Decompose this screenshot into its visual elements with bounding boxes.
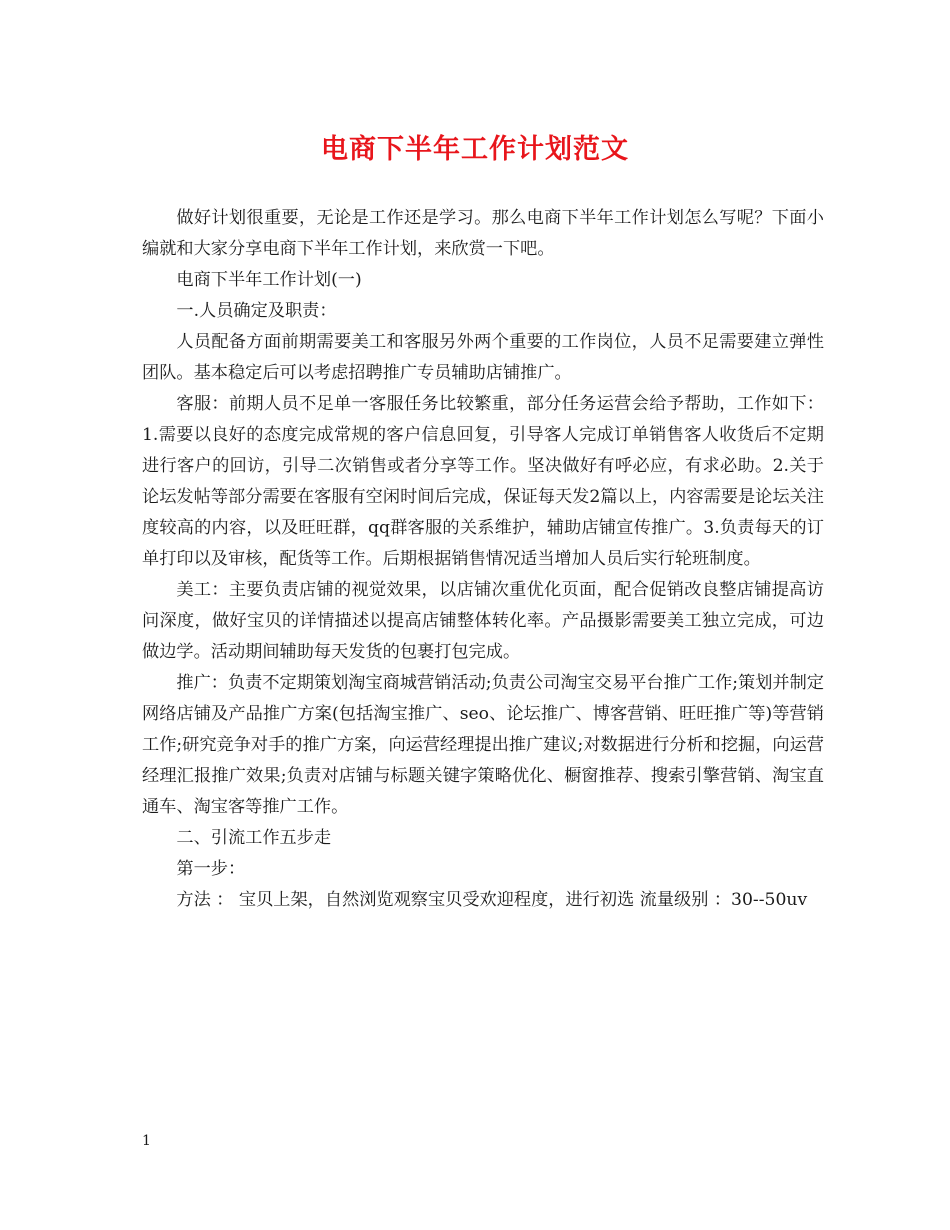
document-body	[142, 203, 824, 916]
paragraph-designer: 美工：主要负责店铺的视觉效果，以店铺次重优化页面，配合促销改良整店铺提高访问深度，做好宝贝的详情描述以提高店铺整体转化率。产品摄影需要美工独立完成，可边做边学。活动期间辅助每天发货的包裹打包完成。	[142, 580, 824, 662]
document-title: 电商下半年工作计划范文	[321, 134, 629, 165]
paragraph-customer-service: 客服：前期人员不足单一客服任务比较繁重，部分任务运营会给予帮助，工作如下：1.需要以良好的态度完成常规的客户信息回复，引导客人完成订单销售客人收货后不定期进行客户的回访，引导二次销售或者分享等工作。坚决做好有呼必应，有求必助。2.关于论坛发帖等部分需要在客服有空闲时间后完成，保证每天发2篇以上，内容需要是论坛关注度较高的内容，以及旺旺群，qq群客服的关系维护，辅助店铺宣传推广。3.负责每天的订单打印以及审核，配货等工作。后期根据销售情况适当增加人员后实行轮班制度。	[142, 394, 824, 569]
section-heading-traffic: 二、引流工作五步走	[176, 828, 332, 848]
paragraph-staffing: 人员配备方面前期需要美工和客服另外两个重要的工作岗位，人员不足需要建立弹性团队。基本稳定后可以考虑招聘推广专员辅助店铺推广。	[142, 332, 824, 383]
page-number: 1	[142, 1133, 151, 1149]
paragraph-method: 方法 ： 宝贝上架，自然浏览观察宝贝受欢迎程度，进行初选 流量级别 ：30--50uv	[176, 890, 808, 910]
paragraph-intro: 做好计划很重要，无论是工作还是学习。那么电商下半年工作计划怎么写呢？下面小编就和大家分享电商下半年工作计划，来欣赏一下吧。	[142, 208, 824, 259]
paragraph-promotion: 推广：负责不定期策划淘宝商城营销活动;负责公司淘宝交易平台推广工作;策划并制定网络店铺及产品推广方案(包括淘宝推广、seo、论坛推广、博客营销、旺旺推广等)等营销工作;研究竞争对手的推广方案，向运营经理提出推广建议;对数据进行分析和挖掘，向运营经理汇报推广效果;负责对店铺与标题关键字策略优化、橱窗推荐、搜索引擎营销、淘宝直通车、淘宝客等推广工作。	[142, 673, 824, 817]
step-heading-one: 第一步：	[176, 859, 246, 879]
section-heading-plan-one: 电商下半年工作计划(一)	[176, 270, 362, 290]
section-heading-staffing: 一.人员确定及职责：	[176, 301, 337, 321]
